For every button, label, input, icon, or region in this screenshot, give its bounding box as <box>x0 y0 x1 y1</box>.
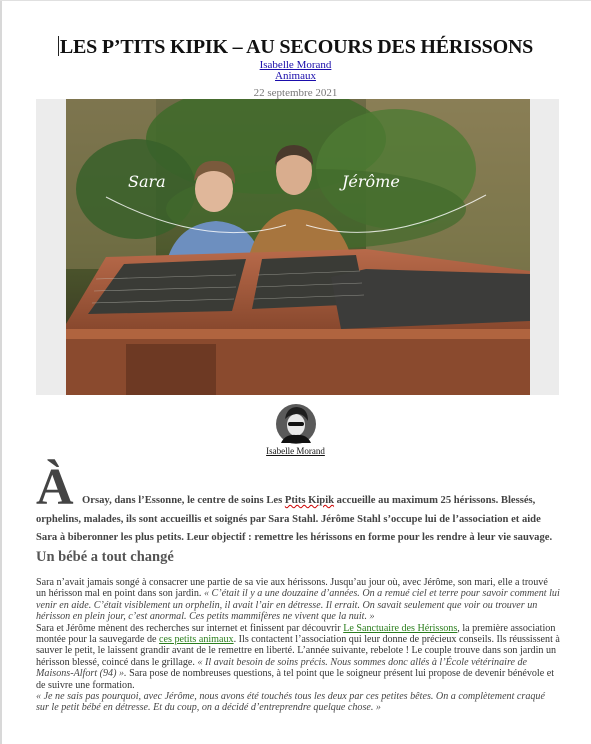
link-sanctuaire[interactable]: Le Sanctuaire des Hérissons <box>343 622 458 634</box>
lead-paragraph <box>36 492 560 548</box>
hero-label-sara: Sara <box>128 172 166 191</box>
article-body <box>36 577 560 714</box>
lead-text-1: Orsay, dans l’Essonne, le centre de soins Les <box>82 495 285 506</box>
paragraph-2 <box>36 623 560 691</box>
p2-text-c: . Ils contactent l’association qui leur donne de précieux conseils. Ils réussissent à sauver le petit, le laissent grandir avant de le remettre en liberté. L’année suivante, rebelote ! Le couple trouve dans son jardin un hérisson blessé, coincé dans le grillage. <box>36 634 560 668</box>
hero-photo-illustration <box>66 99 530 395</box>
publish-date: 22 septembre 2021 <box>253 87 338 99</box>
text-cursor <box>58 36 59 56</box>
p1-quote: « C’était il y a une douzaine d’années. On a remué ciel et terre pour savoir comment lui venir en aide. C’était visiblement un orphelin, il avait l’air en détresse. Il errait. On savait seulement que voir ou trouver un hérisson en plein jour, c’est anormal. Ces petits mammifères ne vivent que la nuit. » <box>36 588 560 623</box>
article-title-text: LES P’TITS KIPIK – AU SECOURS DES HÉRISSONS <box>59 36 534 58</box>
category-link[interactable]: Animaux <box>275 70 316 82</box>
link-petits-animaux[interactable]: ces petits animaux <box>159 634 234 646</box>
hero-label-jerome: Jérôme <box>342 172 400 191</box>
drop-cap: À <box>36 459 74 516</box>
page-top-edge <box>0 0 591 1</box>
p2-text-d: Sara pose de nombreuses questions, à tel point que le soigneur présent lui propose de devenir bénévole et de suivre une formation. <box>36 668 555 691</box>
section-heading: Un bébé a tout changé <box>36 549 174 565</box>
lead-text-2: accueille au maximum 25 hérissons. Blessés, orphelins, malades, ils sont accueillis et soignés par Sara Stahl. Jérôme Stahl s’occupe lui de l’association et aide Sara à biberonner les plus petits. Leur objectif : remettre les hérissons en forme pour les rendre à leur vie sauvage. <box>36 495 553 543</box>
paragraph-1 <box>36 577 560 623</box>
p2-quote: « Il avait besoin de soins précis. Nous sommes donc allés à l’École vétérinaire de Maisons-Alfort (94) ». <box>36 656 528 680</box>
hero-photo <box>36 99 559 395</box>
lead-brand: Ptits Kipik <box>284 495 335 506</box>
article-title <box>0 36 591 59</box>
author-avatar[interactable] <box>271 403 321 445</box>
page-edge <box>0 0 2 744</box>
p2-text-a: Sara et Jérôme mènent des recherches sur internet et finissent par découvrir <box>36 622 344 634</box>
author-card-name[interactable]: Isabelle Morand <box>266 446 325 456</box>
author-link[interactable]: Isabelle Morand <box>259 59 332 71</box>
hedgehog-hutch <box>66 249 530 395</box>
p2-text-b: , la première association montée pour la sauvegarde de <box>36 622 556 646</box>
p1-text: Sara n’avait jamais songé à consacrer une partie de sa vie aux hérissons. Jusqu’au jour où, avec Jérôme, son mari, elle a trouvé un hérisson mal en point dans son jardin. <box>36 577 548 600</box>
paragraph-3 <box>36 691 560 714</box>
p3-quote: « Je ne sais pas pourquoi, avec Jérôme, nous avons été touchés tous les deux par ces petites bêtes. On a complètement craqué sur le petit bébé en détresse. Et du coup, on a décidé d’entreprendre quelque chose. » <box>36 691 545 714</box>
